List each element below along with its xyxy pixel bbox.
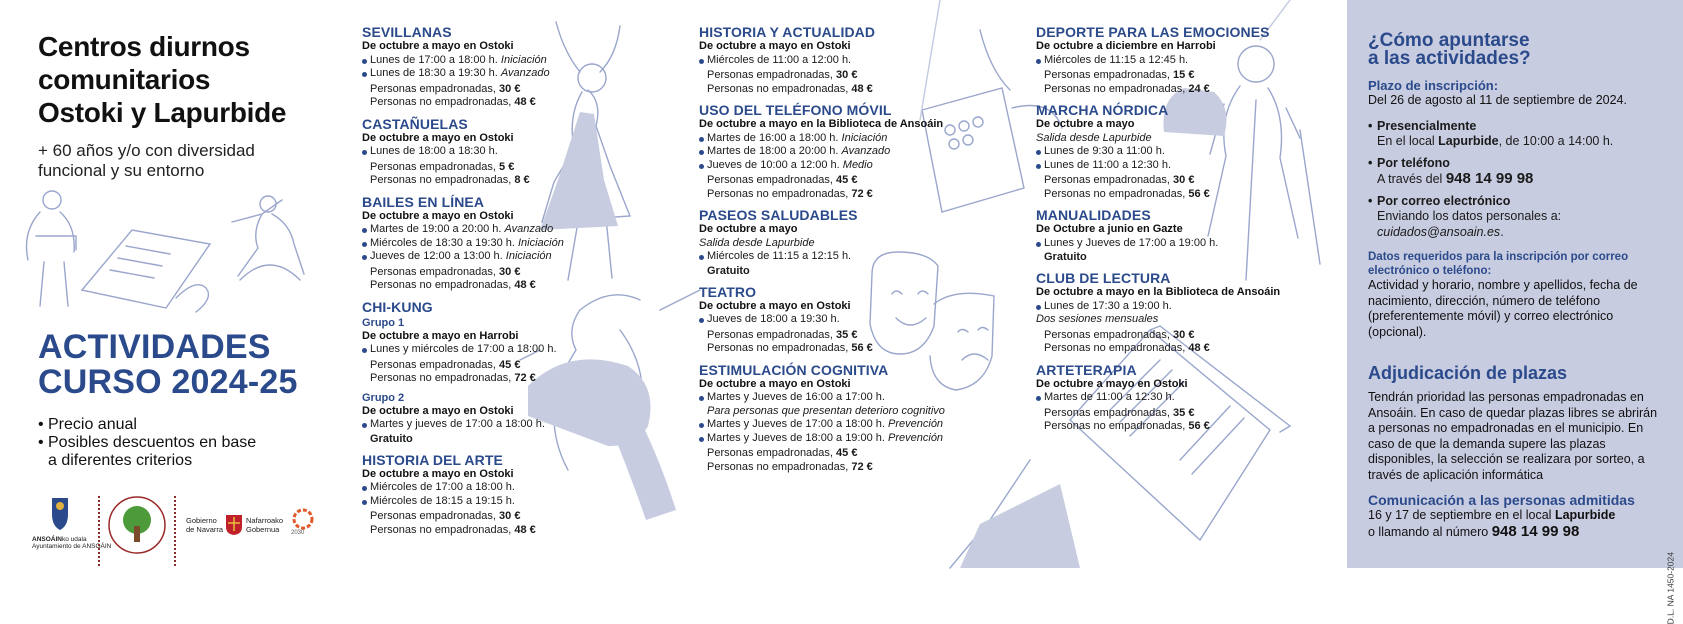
cover-title-line: comunitarios — [38, 64, 211, 95]
price-label: Personas empadronadas, — [1044, 174, 1170, 186]
activity-manualidades — [1036, 207, 1306, 264]
activity-period: De octubre a mayo en Ostoki — [699, 377, 851, 390]
price-value: 72 € — [851, 187, 873, 200]
price-value: 5 € — [499, 160, 515, 173]
price-value: 30 € — [1173, 328, 1195, 341]
price-value: 35 € — [836, 328, 858, 341]
cover-subtitle-line: funcional y su entorno — [38, 161, 205, 180]
price-notes — [38, 416, 256, 470]
price-label: Personas no empadronadas, — [1044, 187, 1186, 200]
activity-period: De octubre a mayo en Ostoki — [362, 404, 514, 417]
big-title-line: ACTIVIDADES — [38, 328, 271, 366]
price-resident — [362, 83, 572, 97]
gobierno-line: de Navarra — [186, 525, 224, 534]
schedule-text: Martes de 19:00 a 20:00 h. — [370, 223, 502, 235]
com-local: Lapurbide — [1554, 508, 1616, 522]
schedule-text: Jueves de 12:00 a 13:00 h. — [370, 250, 503, 262]
price-value: 48 € — [851, 82, 873, 95]
method-title: Por correo electrónico — [1377, 193, 1511, 208]
price-value: 48 € — [1188, 342, 1210, 354]
price-value: 15 € — [1173, 69, 1195, 81]
activity-note: Salida desde Lapurbide — [1036, 131, 1152, 144]
note-item: • Precio anual — [38, 416, 256, 434]
plazo-heading: Plazo de inscripción: — [1368, 78, 1499, 93]
schedule-text: Lunes de 17:00 a 18:00 h. — [370, 53, 498, 66]
activity-period: De octubre a mayo en Harrobi — [362, 329, 519, 342]
ods-year: 2030 — [291, 530, 305, 536]
schedule-text: Miércoles de 18:30 a 19:30 h. — [370, 236, 515, 249]
schedule-text: Jueves de 10:00 a 12:00 h. — [707, 158, 840, 171]
tree-emblem-icon — [104, 492, 170, 558]
price-label: Personas empadronadas, — [1044, 69, 1170, 81]
schedule-item: Lunes de 17:30 a 19:00 h. — [1036, 300, 1306, 314]
price-value: 48 € — [514, 523, 536, 536]
schedule-item — [699, 159, 969, 173]
activity-period: De Octubre a junio en Gazte — [1036, 223, 1183, 235]
schedule-text: Martes de 18:00 a 20:00 h. — [707, 145, 839, 157]
schedule-level: Iniciación — [841, 131, 888, 144]
schedule-item — [699, 145, 969, 159]
logo-divider — [98, 496, 100, 566]
price-resident — [362, 266, 572, 280]
schedule-level: Iniciación — [505, 250, 552, 262]
price-label: Personas empadronadas, — [370, 160, 496, 173]
price-value: 30 € — [836, 69, 858, 81]
adjudicacion-text: Tendrán prioridad las personas empadronadas en Ansoáin. En caso de quedar plazas libres se abrirán a personas no empadronadas en el municipio. En caso de que la demanda supere las plazas disponibles, la selección se realizara por sorteo, a través de aplicación informática — [1368, 390, 1658, 482]
price-nonresident — [1036, 342, 1306, 356]
schedule-level: Avanzado — [504, 223, 554, 235]
price-label: Personas no empadronadas, — [707, 187, 849, 200]
method-local: Lapurbide — [1438, 134, 1499, 148]
cover-panel — [38, 30, 338, 181]
activity-title: TEATRO — [699, 283, 757, 300]
schedule-item — [362, 67, 572, 81]
comunicacion-heading: Comunicación a las personas admitidas — [1368, 492, 1635, 508]
price-resident — [1036, 329, 1306, 343]
activity-title: CHI-KUNG — [362, 298, 433, 315]
schedule-item: Miércoles de 11:15 a 12:45 h. — [1036, 54, 1306, 68]
ansoain-ko-udala: ko udala — [61, 536, 87, 543]
activity-chikung — [362, 299, 572, 446]
adjudicacion-heading: Adjudicación de plazas — [1368, 363, 1568, 383]
price-resident — [699, 447, 969, 461]
method-correo: • Por correo electrónico Enviando los datos personales a: cuidados@ansoain.es. — [1368, 194, 1663, 241]
price-nonresident — [1036, 420, 1306, 434]
activity-historia-arte — [362, 452, 572, 538]
price-label: Personas empadronadas, — [707, 328, 833, 341]
column-1 — [362, 24, 572, 543]
activity-title: ARTETERAPIA — [1036, 361, 1137, 378]
free-label: Gratuito — [707, 264, 750, 277]
nafarroako-line: Gobernua — [246, 525, 280, 534]
price-nonresident — [1036, 188, 1306, 202]
price-label: Personas no empadronadas, — [707, 82, 849, 95]
comunicacion-text — [1368, 508, 1663, 540]
ansoain-name: ANSOÁIN — [32, 536, 62, 543]
price-value: 45 € — [836, 174, 858, 186]
group-label: Grupo 2 — [362, 391, 405, 404]
schedule-level: Avanzado — [841, 145, 891, 157]
schedule-level: Avanzado — [500, 67, 550, 79]
price-nonresident — [362, 524, 572, 538]
activity-period: De octubre a mayo — [699, 223, 798, 235]
price-label: Personas empadronadas, — [370, 358, 496, 371]
cover-subtitle-line: + 60 años y/o con diversidad — [38, 141, 255, 160]
activity-period: De octubre a mayo en Ostoki — [362, 467, 514, 480]
cover-title-line: Centros diurnos — [38, 31, 250, 62]
schedule-item — [699, 418, 969, 432]
activity-title: CLUB DE LECTURA — [1036, 270, 1171, 286]
note-item-cont: a diferentes criterios — [48, 452, 193, 469]
schedule-text: Martes y Jueves de 18:00 a 19:00 h. — [707, 431, 885, 444]
activity-teatro — [699, 284, 969, 356]
price-nonresident — [362, 96, 572, 110]
activity-period: De octubre a mayo en Ostoki — [362, 209, 514, 222]
price-label: Personas empadronadas, — [1044, 328, 1170, 341]
price-label: Personas no empadronadas, — [1044, 420, 1186, 432]
activity-title: BAILES EN LÍNEA — [362, 193, 485, 210]
price-resident — [1036, 69, 1306, 83]
activity-period: De octubre a mayo en la Biblioteca de Ansoáin — [699, 118, 944, 130]
schedule-item — [362, 54, 572, 68]
method-text: En el local — [1377, 134, 1435, 148]
cover-title — [38, 30, 338, 129]
schedule-item: Martes y jueves de 17:00 a 18:00 h. — [362, 418, 572, 432]
price-value: 56 € — [1188, 187, 1210, 200]
activity-title: DEPORTE PARA LAS EMOCIONES — [1036, 24, 1270, 40]
price-resident — [362, 510, 572, 524]
schedule-item — [699, 132, 969, 146]
activity-historia-actualidad — [699, 24, 969, 96]
method-text: Enviando los datos personales a: — [1377, 209, 1562, 223]
activity-period: De octubre a mayo en Ostoki — [362, 131, 514, 144]
activity-title: MANUALIDADES — [1036, 207, 1151, 223]
activity-marcha-nordica — [1036, 102, 1306, 201]
price-label: Personas empadronadas, — [1044, 406, 1170, 419]
ods-2030-icon — [292, 508, 314, 530]
schedule-item — [362, 237, 572, 251]
price-nonresident — [362, 174, 572, 188]
schedule-item: Miércoles de 18:15 a 19:15 h. — [362, 495, 572, 509]
price-label: Personas no empadronadas, — [1044, 342, 1186, 354]
free-label: Gratuito — [1044, 251, 1087, 263]
activity-title: ESTIMULACIÓN COGNITIVA — [699, 361, 889, 378]
price-resident — [699, 329, 969, 343]
gobierno-text — [186, 516, 223, 534]
price-label: Personas no empadronadas, — [370, 174, 512, 186]
price-value: 45 € — [836, 447, 858, 459]
group-label: Grupo 1 — [362, 316, 405, 329]
price-value: 30 € — [499, 510, 521, 522]
schedule-item: Lunes y Jueves de 17:00 a 19:00 h. — [1036, 237, 1306, 251]
activity-castanuelas — [362, 116, 572, 188]
price-value: 30 € — [1173, 174, 1195, 186]
price-resident — [1036, 174, 1306, 188]
price-label: Personas empadronadas, — [707, 447, 833, 459]
activity-estimulacion — [699, 362, 969, 475]
cover-title-line: Ostoki y Lapurbide — [38, 97, 287, 128]
activity-note: Dos sesiones mensuales — [1036, 313, 1159, 325]
ansoain-ayto: Ayuntamiento de ANSOÁIN — [32, 543, 112, 550]
activity-period: De octubre a mayo en la Biblioteca de Ansoáin — [1036, 286, 1281, 298]
schedule-item: Jueves de 18:00 a 19:30 h. — [699, 313, 969, 327]
activity-telefono-movil — [699, 102, 969, 201]
note-item: • Posibles descuentos en base — [38, 434, 256, 452]
big-title-line: CURSO 2024-25 — [38, 363, 298, 401]
schedule-item: Lunes y miércoles de 17:00 a 18:00 h. — [362, 343, 572, 357]
schedule-text: Martes de 16:00 a 18:00 h. — [707, 131, 839, 144]
schedule-item: Martes de 11:00 a 12:30 h. — [1036, 391, 1306, 405]
price-value: 72 € — [514, 372, 536, 384]
method-presencial — [1368, 119, 1663, 150]
activity-title: SEVILLANAS — [362, 24, 452, 40]
activity-bailes — [362, 194, 572, 293]
price-label: Personas no empadronadas, — [707, 342, 849, 354]
activity-title: PASEOS SALUDABLES — [699, 207, 858, 223]
schedule-level: Prevención — [888, 431, 944, 444]
schedule-item — [362, 223, 572, 237]
logos-row — [28, 492, 328, 562]
price-value: 30 € — [499, 265, 521, 278]
price-label: Personas no empadronadas, — [370, 279, 512, 291]
price-nonresident — [699, 342, 969, 356]
activity-period: De octubre a mayo — [1036, 118, 1135, 130]
datos-heading: Datos requeridos para la inscripción por correo electrónico o teléfono: — [1368, 251, 1629, 277]
activity-title: USO DEL TELÉFONO MÓVIL — [699, 102, 892, 118]
schedule-level: Iniciación — [518, 236, 564, 249]
price-label: Personas no empadronadas, — [370, 523, 512, 536]
price-value: 8 € — [514, 174, 530, 186]
price-resident — [1036, 407, 1306, 421]
activity-deporte — [1036, 24, 1306, 96]
price-label: Personas empadronadas, — [370, 265, 496, 278]
price-value: 56 € — [1188, 420, 1210, 432]
cover-subtitle — [38, 141, 338, 181]
activity-period: De octubre a diciembre en Harrobi — [1036, 40, 1216, 52]
price-nonresident — [699, 461, 969, 475]
method-text: A través del — [1377, 172, 1443, 186]
schedule-item: Miércoles de 17:00 a 18:00 h. — [362, 481, 572, 495]
price-label: Personas no empadronadas, — [707, 460, 849, 473]
navarra-shield-icon — [225, 514, 243, 536]
phone-number: 948 14 99 98 — [1445, 170, 1534, 187]
schedule-level: Iniciación — [500, 53, 547, 66]
reader-figures-icon — [27, 191, 305, 312]
phone-number: 948 14 99 98 — [1491, 522, 1580, 540]
logo-divider — [174, 496, 176, 566]
method-text: , de 10:00 a 14:00 h. — [1498, 134, 1614, 148]
activity-title: HISTORIA DEL ARTE — [362, 451, 503, 468]
price-value: 24 € — [1188, 82, 1210, 95]
price-label: Personas no empadronadas, — [370, 372, 512, 384]
schedule-level: Medio — [842, 158, 873, 171]
price-label: Personas empadronadas, — [707, 174, 833, 186]
price-resident — [362, 359, 572, 373]
nafarroako-line: Nafarroako — [246, 516, 284, 525]
schedule-item: Miércoles de 11:15 a 12:15 h. — [699, 250, 969, 264]
activity-period: De octubre a mayo en Ostoki — [699, 299, 851, 312]
schedule-text: Martes y Jueves de 17:00 a 18:00 h. — [707, 418, 885, 430]
price-label: Personas empadronadas, — [370, 510, 496, 522]
column-3 — [1036, 24, 1306, 440]
activity-period: De octubre a mayo en Ostoki — [699, 40, 851, 52]
activity-sevillanas — [362, 24, 572, 110]
schedule-text: Lunes de 18:30 a 19:30 h. — [370, 67, 498, 79]
gobierno-line: Gobierno — [186, 516, 217, 525]
free-label: Gratuito — [370, 432, 413, 445]
activity-paseos — [699, 207, 969, 278]
price-nonresident — [362, 279, 572, 293]
activity-title: CASTAÑUELAS — [362, 115, 468, 132]
schedule-item: Lunes de 11:00 a 12:30 h. — [1036, 159, 1306, 173]
price-nonresident — [699, 83, 969, 97]
big-title — [38, 330, 298, 400]
email-address: cuidados@ansoain.es — [1377, 224, 1501, 239]
price-value: 72 € — [851, 460, 873, 473]
price-value: 35 € — [1173, 406, 1195, 419]
price-value: 48 € — [514, 96, 536, 108]
price-value: 45 € — [499, 358, 521, 371]
price-resident — [699, 174, 969, 188]
schedule-item: Miércoles de 11:00 a 12:00 h. — [699, 54, 969, 68]
plazo-text: Del 26 de agosto al 11 de septiembre de 2024. — [1368, 93, 1627, 107]
method-title: Por teléfono — [1377, 155, 1450, 170]
schedule-level: Prevención — [888, 418, 944, 430]
nafarroako-text — [246, 516, 283, 534]
info-panel — [1347, 0, 1683, 624]
heading-line: ¿Cómo apuntarse — [1368, 30, 1530, 51]
price-label: Personas no empadronadas, — [1044, 82, 1186, 95]
method-title: Presencialmente — [1377, 118, 1477, 133]
price-value: 56 € — [851, 342, 873, 354]
schedule-item — [699, 432, 969, 446]
schedule-note: Para personas que presentan deterioro cognitivo — [707, 404, 945, 417]
price-nonresident — [1036, 83, 1306, 97]
activity-title: HISTORIA Y ACTUALIDAD — [699, 24, 876, 40]
heading-line: a las actividades? — [1368, 48, 1531, 69]
com-text: 16 y 17 de septiembre en el local — [1368, 508, 1552, 522]
price-value: 48 € — [514, 279, 536, 291]
price-nonresident — [699, 188, 969, 202]
price-resident — [362, 161, 572, 175]
price-label: Personas empadronadas, — [707, 69, 833, 81]
legal-deposit: D.L. NA 1450-2024 — [1665, 552, 1675, 624]
activity-title: MARCHA NÓRDICA — [1036, 102, 1169, 118]
price-label: Personas no empadronadas, — [370, 96, 512, 108]
activity-period: De octubre a mayo en Ostoki — [362, 40, 514, 52]
com-text: o llamando al número — [1368, 524, 1489, 539]
datos-text: Actividad y horario, nombre y apellidos, fecha de nacimiento, dirección, número de teléfono (preferentemente móvil) y correo electrónico (opcional). — [1368, 278, 1638, 339]
method-telefono — [1368, 156, 1663, 188]
schedule-item — [362, 250, 572, 264]
price-value: 30 € — [499, 82, 521, 95]
column-2 — [699, 24, 969, 480]
schedule-item: Lunes de 18:00 a 18:30 h. — [362, 145, 572, 159]
price-label: Personas empadronadas, — [370, 82, 496, 95]
activity-note: Salida desde Lapurbide — [699, 236, 815, 249]
activity-club-lectura — [1036, 270, 1306, 356]
price-nonresident — [362, 372, 572, 386]
schedule-item: Martes y Jueves de 16:00 a 17:00 h. — [699, 391, 969, 405]
how-to-heading — [1368, 32, 1663, 68]
activity-arteterapia — [1036, 362, 1306, 434]
price-resident — [699, 69, 969, 83]
activity-period: De octubre a mayo en Ostoki — [1036, 377, 1188, 390]
schedule-item: Lunes de 9:30 a 11:00 h. — [1036, 145, 1306, 159]
